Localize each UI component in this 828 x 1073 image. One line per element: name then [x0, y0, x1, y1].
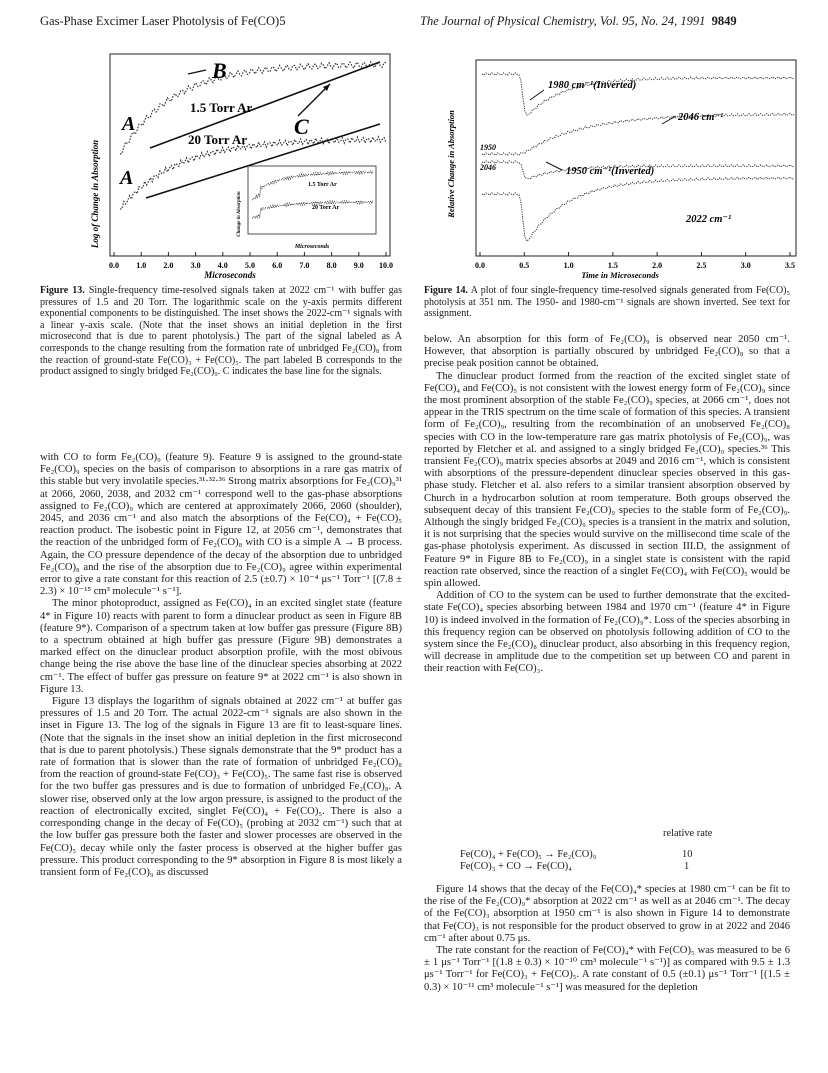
fig14-traces	[482, 73, 794, 241]
fig13-xtick-label: 0.0	[109, 261, 119, 270]
fig14-trace-2046	[482, 113, 794, 155]
reaction-2-rate: 1	[684, 861, 690, 872]
right-paragraph-5: The rate constant for the reaction of Fe(CO)₄* with Fe(CO)₅ was measured to be 6 ± 1 μs⁻¹ Torr⁻¹ [(1.8 ± 0.3) × 10⁻¹⁰ cm³ molecule⁻¹ s⁻¹)] as compared with 9.5 ± 1.3 μs⁻¹ Torr⁻¹ for Fe(CO)₃ + Fe(CO)₅. A rate constant of 0.5 (±0.1) μs⁻¹ Torr⁻¹ [(1.5 ± 0.3) × 10⁻¹¹ cm³ molecule⁻¹ s⁻¹] was measured for the depletion	[424, 945, 790, 993]
page-number: 9849	[711, 14, 737, 28]
figure-13-caption	[40, 285, 402, 378]
right-paragraph-3: Addition of CO to the system can be used to further demonstrate that the excited-state Fe(CO)₄ species absorbing between 1984 and 1970 cm⁻¹ (feature 4* in Figure 10) is indeed involved in the formation of Fe₂(CO)₉*. Loss of the species absorbing in this frequency region can be observed on photolysis following addition of CO to the system since the Fe₂(CO)₈ dinuclear product, also absorbing in this frequency region, will decrease in amplitude due to the competition set up between CO and parent in their reaction with Fe(CO)₃.	[424, 590, 790, 675]
fig13-xtick-label: 3.0	[190, 261, 201, 270]
figure-13	[80, 44, 400, 280]
fig13-xtick-label: 4.0	[217, 261, 228, 270]
fig14-xtick-label: 0.5	[519, 261, 530, 270]
fig13-xlabel: Microseconds	[204, 270, 256, 280]
fig14-ylabel: Relative Change in Absorption	[446, 110, 456, 218]
right-paragraph-4: Figure 14 shows that the decay of the Fe(CO)₄* species at 1980 cm⁻¹ can be fit to the rise of the Fe₂(CO)₉* absorption at 2022 cm⁻¹ as well as at 2046 cm⁻¹. The decay of the Fe(CO)₃ absorption at 1950 cm⁻¹ is also shown in Figure 14 to demonstrate that Fe(CO)₃ is not responsible for the product observed to grow in at 2022 and 2046 cm⁻¹ after about 0.75 μs.	[424, 884, 790, 944]
fig14-xtick-label: 0.0	[475, 261, 485, 270]
fig14-label-2046: 2046 cm⁻¹	[678, 112, 724, 123]
fig13-arrow-B	[188, 70, 206, 74]
fig13-ylabel: Log of Change in Absorption	[90, 139, 100, 249]
fig13-label-B: B	[212, 58, 227, 83]
right-column-body-top	[424, 334, 790, 676]
reaction-row	[460, 849, 700, 861]
fig14-xticks	[475, 252, 795, 270]
running-header-journal	[420, 14, 737, 29]
running-header-title: Gas-Phase Excimer Laser Photolysis of Fe(CO)5	[40, 14, 286, 28]
fig13-xtick-label: 9.0	[353, 261, 364, 270]
fig13-caption-label: Figure 13.	[40, 285, 85, 296]
fig14-caption-label: Figure 14.	[424, 285, 468, 296]
reaction-row	[460, 861, 700, 873]
figure-13-plot	[80, 44, 400, 280]
fig13-xtick-label: 2.0	[163, 261, 174, 270]
journal-citation: The Journal of Physical Chemistry, Vol. 95, No. 24, 1991	[420, 14, 706, 28]
fig13-xtick-label: 7.0	[299, 261, 310, 270]
fig14-xlabel: Time in Microseconds	[581, 270, 659, 280]
left-paragraph-2: The minor photoproduct, assigned as Fe(CO)₄ in an excited singlet state (feature 4* in Figure 10) reacts with parent to form a dinuclear product as seen in Figure 8B (feature 9*). Comparison of a spectrum taken at low buffer gas pressure (Figure 8B) to a spectrum obtained at high buffer gas pressure (Figure 9B) demonstrates a marked effect on the dinuclear product absorption profile, with the most obivous change being the rise above the base line of the dinuclear species absorbing at 2022 cm⁻¹. The effect of buffer gas pressure on feature 9* at 2022 cm⁻¹ is also shown in Figure 13.	[40, 598, 402, 695]
fig13-xtick-label: 6.0	[272, 261, 283, 270]
fig13-xtick-label: 10.0	[379, 261, 393, 270]
figure-14	[440, 54, 810, 280]
fig14-xtick-label: 3.0	[740, 261, 751, 270]
fig14-trace-1980	[482, 73, 794, 115]
relative-rate-header: relative rate	[663, 828, 713, 839]
fig13-label-A1: A	[122, 113, 136, 135]
reaction-1-rate: 10	[682, 849, 693, 860]
fig14-label-2046-short: 2046	[480, 163, 496, 172]
left-paragraph-3: Figure 13 displays the logarithm of signals obtained at 2022 cm⁻¹ at buffer gas pressures of 1.5 and 20 Torr. The actual 2022-cm⁻¹ signals are also shown in the inset in Figure 13. The log of the signals in Figure 13 are fit to least-square lines. (Note that the signals in the inset show an initial depletion in the first microsecond that is due to parent photolysis.) These signals demonstrate that the 9* product has a rate of formation that is slower than the rate of formation of unbridged Fe₂(CO)₈ from the reaction of ground-state Fe(CO)₃ + Fe(CO)₅. The same fast rise is observed for the two buffer gas pressures and is due to formation of unbridged Fe₂(CO)₈. A slower rise, observed only at the low argon pressure, is assigned to the product of the reaction of electronically excited, singlet Fe(CO)₄ + Fe(CO)₅. There is also a corresponding change in the decay of Fe(CO)₅ (probing at 2032 cm⁻¹) such that at the low buffer gas pressure both the faster and slower processes are observed in the Fe(CO)₅ decay while only the faster process is observed at the higher buffer gas pressure. This product corresponding to the 9* absorption in Figure 8 is most likely a transient form of Fe₂(CO)₉ as discussed	[40, 696, 402, 878]
fig13-inset-p1: 1.5 Torr Ar	[308, 182, 337, 188]
fig14-xtick-label: 1.5	[607, 261, 618, 270]
reaction-2: Fe(CO)₃ + CO → Fe(CO)₄	[460, 861, 572, 872]
fig14-caption-text: A plot of four single-frequency time-resolved signals generated from Fe(CO)₅ photolysis at 351 nm. The 1950- and 1980-cm⁻¹ signals are shown inverted. See text for assignment.	[424, 285, 790, 320]
fig14-label-1950-short: 1950	[480, 143, 496, 152]
fig13-label-p2: 20 Torr Ar	[188, 132, 247, 147]
fig13-xtick-label: 5.0	[245, 261, 255, 270]
fig14-label-1980: 1980 cm⁻¹(Inverted)	[548, 80, 637, 91]
fig13-xtick-label: 1.0	[136, 261, 147, 270]
fig14-label-2022: 2022 cm⁻¹	[686, 214, 732, 225]
right-column-body-bottom	[424, 884, 790, 994]
fig14-xtick-label: 2.5	[696, 261, 707, 270]
reaction-1: Fe(CO)₄ + Fe(CO)₅ → Fe₂(CO)₉	[460, 849, 597, 860]
figure-14-plot	[440, 54, 810, 280]
fig13-inset-ylabel: Change in Absorption	[237, 191, 242, 237]
right-paragraph-1: below. An absorption for this form of Fe₂(CO)₉ is observed near 2050 cm⁻¹. However, that absorption is partially obscured by unbridged Fe₂(CO)₈ so that a precise peak position cannot be obtained.	[424, 334, 790, 370]
fig13-inset-xlabel: Microseconds	[294, 244, 330, 250]
figure-14-caption	[424, 285, 790, 320]
fig13-inset-frame	[248, 166, 376, 234]
fig13-label-p1: 1.5 Torr Ar	[190, 100, 253, 115]
fig13-label-A2: A	[120, 167, 134, 189]
fig14-xtick-label: 3.5	[785, 261, 795, 270]
left-column-body	[40, 452, 402, 879]
fig14-trace-2022	[482, 177, 794, 241]
fig13-caption-text: Single-frequency time-resolved signals taken at 2022 cm⁻¹ with buffer gas pressures of 1.5 and 20 Torr. The logarithmic scale on the y-axis permits different exponential components to be distinguished. The inset shows the 2022-cm⁻¹ signals with a linear y-axis scale. (Note that the inset shows an initial depletion in the first microsecond that is due to parent photolysis.) The part of the signal labeled as A corresponds to the change resulting from the formation rate of unbridged Fe₂(CO)₈ from the reaction of ground-state Fe(CO)₃ + Fe(CO)₅. The part labeled B corresponds to the product assigned to singly bridged Fe₂(CO)₉. C indicates the base line for the signals.	[40, 285, 403, 378]
right-paragraph-2: The dinuclear product formed from the reaction of the excited singlet state of Fe(CO)₄ and Fe(CO)₅ is not consistent with the lowest energy form of Fe₂(CO)₉ since the most prominent absorption of the stable Fe₂(CO)₉ species, at 2066 cm⁻¹, does not appear in the TRIS spectrum on the time scale of formation of this species. A transient form of Fe₂(CO)₉, resulting from the recombination of an unobserved Fe₂(CO)₈ species with CO in the low-temperature rare gas matrix photolysis of Fe₂(CO)₉, was reported by Fletcher et al. and assigned to a singly bridged Fe₂(CO)₉ species.³⁶ This transient Fe₂(CO)₉ matrix species absorbs at 2049 and 2016 cm⁻¹, which is consistent with absorptions of the pressure-dependent dinuclear species observed in this gas-phase study. Fletcher et al. also refers to a similar transient absorption observed by Church in a hydrocarbon solution at room temperature. Both groups observed the subsequent decay of this transient Fe₂(CO)₉ species to the stable form of Fe₂(CO)₉. Although the singly bridged Fe₂(CO)₉ species is a transient in the matrix and solution, it is not surprising that the species would survive on the millisecond time scale of the gas-phase photolysis experiment. As discussed in section III.D, the assignment of Feature 9* in Figure 8B to Fe₂(CO)₉ in a singlet state is consistent with the rapid reaction rate observed, since the reaction of a singlet Fe(CO)₄ with Fe(CO)₅ would be spin allowed.	[424, 370, 790, 590]
fig13-xticks	[109, 252, 393, 270]
reaction-table	[460, 828, 760, 873]
fig14-xtick-label: 1.0	[563, 261, 574, 270]
fig13-label-C: C	[294, 114, 309, 139]
fig14-label-1950: 1950 cm⁻¹(Inverted)	[566, 166, 655, 177]
fig14-xtick-label: 2.0	[652, 261, 663, 270]
left-paragraph-1: with CO to form Fe₂(CO)₉ (feature 9). Feature 9 is assigned to the ground-state Fe₂(CO)₉ species on the basis of comparison to absorptions in a rare gas matrix of this stable but very involatile species.³¹·³²·³⁶ Strong matrix absorptions for Fe₂(CO)₉³¹ at 2066, 2060, 2038, and 2032 cm⁻¹ correspond well to the gas-phase absorptions assigned to Fe₂(CO)₉ which are centered at approximately 2066, 2060 (shoulder), 2045, and 2036 cm⁻¹ and also match the absorptions of the Fe(CO)₄ + Fe(CO)₅ reaction product. The isobestic point in Figure 12, at 2056 cm⁻¹, demonstrates that the reaction of the unbridged form of Fe₂(CO)₈ with CO is a simple A → B process. Again, the CO pressure dependence of the decay of the absorption due to unbridged Fe₂(CO)₈ and the rise of the absorption due to Fe₂(CO)₉ agree within experimental error to give a rate constant for this reaction of 2.5 (±0.7) × 10⁻⁴ μs⁻¹ Torr⁻¹ [(7.8 ± 2.3) × 10⁻¹⁵ cm³ molecule⁻¹ s⁻¹].	[40, 452, 402, 598]
fig13-xtick-label: 8.0	[326, 261, 337, 270]
fig13-inset-p2: 20 Torr Ar	[312, 205, 340, 211]
